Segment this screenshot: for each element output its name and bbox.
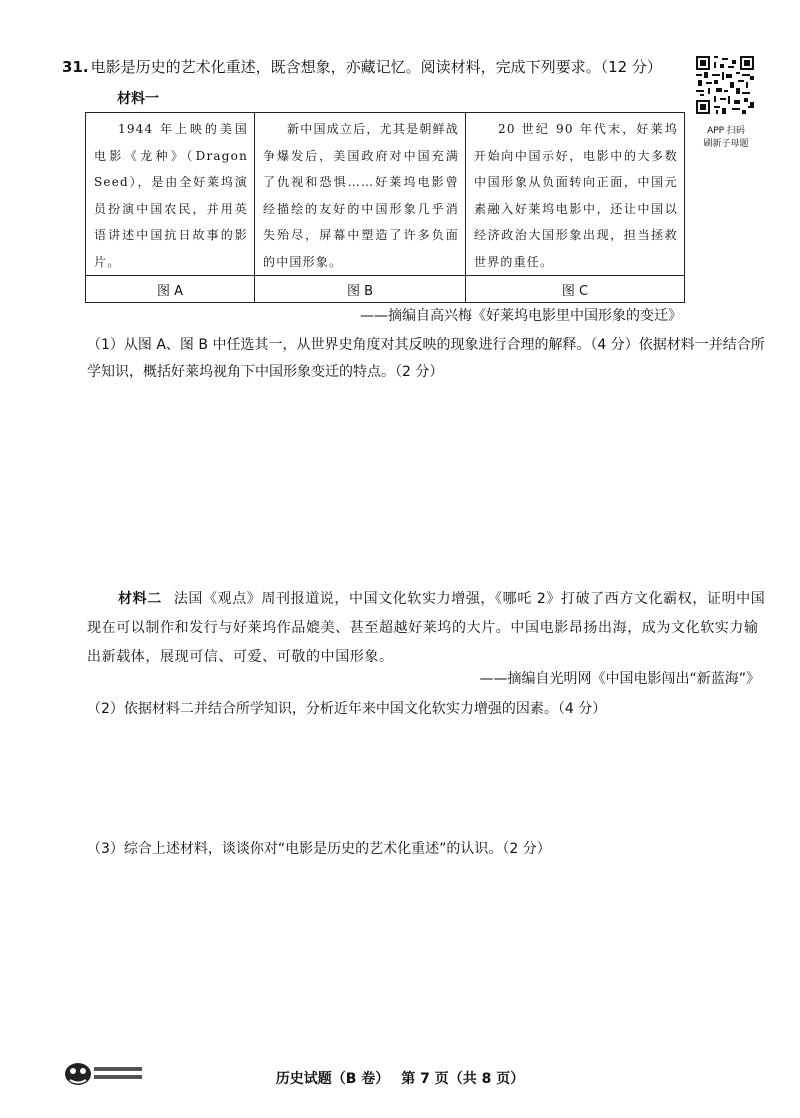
qr-caption-line1: APP 扫码: [707, 126, 745, 136]
question-prompt: 电影是历史的艺术化重述，既含想象，亦藏记忆。阅读材料，完成下列要求。（12 分）: [90, 58, 662, 76]
material2-text: 法国《观点》周刊报道说，中国文化软实力增强，《哪吒 2》打破了西方文化霸权，证明中国现在可以制作和发行与好莱坞作品媲美、甚至超越好莱坞的大片。中国电影昂扬出海，成为文化软实力输出新载体，展现可信、可爱、可敬的中国形象。: [87, 591, 766, 665]
question-title: [62, 56, 662, 77]
sub-question-1: （1）从图 A、图 B 中任选其一，从世界史角度对其反映的现象进行合理的解释。（4 分）依据材料一并结合所学知识，概括好莱坞视角下中国形象变迁的特点。（2 分）: [87, 337, 765, 380]
qr-caption-line2: 刷新子母题: [703, 139, 749, 149]
material1-label: 材料一: [117, 91, 159, 107]
material1-caption-b: 图 B: [255, 276, 466, 303]
material1-caption-a: 图 A: [86, 276, 255, 303]
material1-cell-b-text: 新中国成立后，尤其是朝鲜战争爆发后，美国政府对中国充满了仇视和恐惧……好莱坞电影曾经描绘的友好的中国形象几乎消失殆尽，屏幕中塑造了许多负面的中国形象。: [263, 122, 459, 269]
material2-source: ——摘编自光明网《中国电影闯出“新蓝海”》: [479, 671, 760, 687]
material1-cell-a: [86, 113, 255, 276]
qr-caption: [690, 125, 762, 151]
page-footer: [0, 1068, 800, 1088]
material1-cell-c: [466, 113, 685, 276]
footer-subject: 历史试题（B 卷）: [275, 1071, 390, 1087]
footer-page: 第 7 页（共 8 页）: [401, 1071, 525, 1087]
sub-question-3: （3）综合上述材料，谈谈你对“电影是历史的艺术化重述”的认识。（2 分）: [87, 841, 551, 857]
material1-table: [85, 112, 685, 303]
material1-cell-b: [255, 113, 466, 276]
qr-code-icon: [696, 56, 754, 114]
material1-cell-a-text: 1944 年上映的美国电影《龙种》（Dragon Seed），是由全好莱坞演员扮演中国农民，并用英语讲述中国抗日故事的影片。: [94, 122, 248, 269]
material2-label: 材料二: [118, 591, 162, 607]
question-number: 31.: [62, 58, 89, 76]
material2-paragraph: [87, 585, 769, 672]
material1-source: ——摘编自高兴梅《好莱坞电影里中国形象的变迁》: [360, 308, 682, 324]
sub-question-2: （2）依据材料二并结合所学知识，分析近年来中国文化软实力增强的因素。（4 分）: [87, 701, 607, 717]
material1-caption-c: 图 C: [466, 276, 685, 303]
material1-cell-c-text: 20 世纪 90 年代末，好莱坞开始向中国示好，电影中的大多数中国形象从负面转向正面，中国元素融入好莱坞电影中，还让中国以经济政治大国形象出现，担当拯救世界的重任。: [474, 122, 678, 269]
